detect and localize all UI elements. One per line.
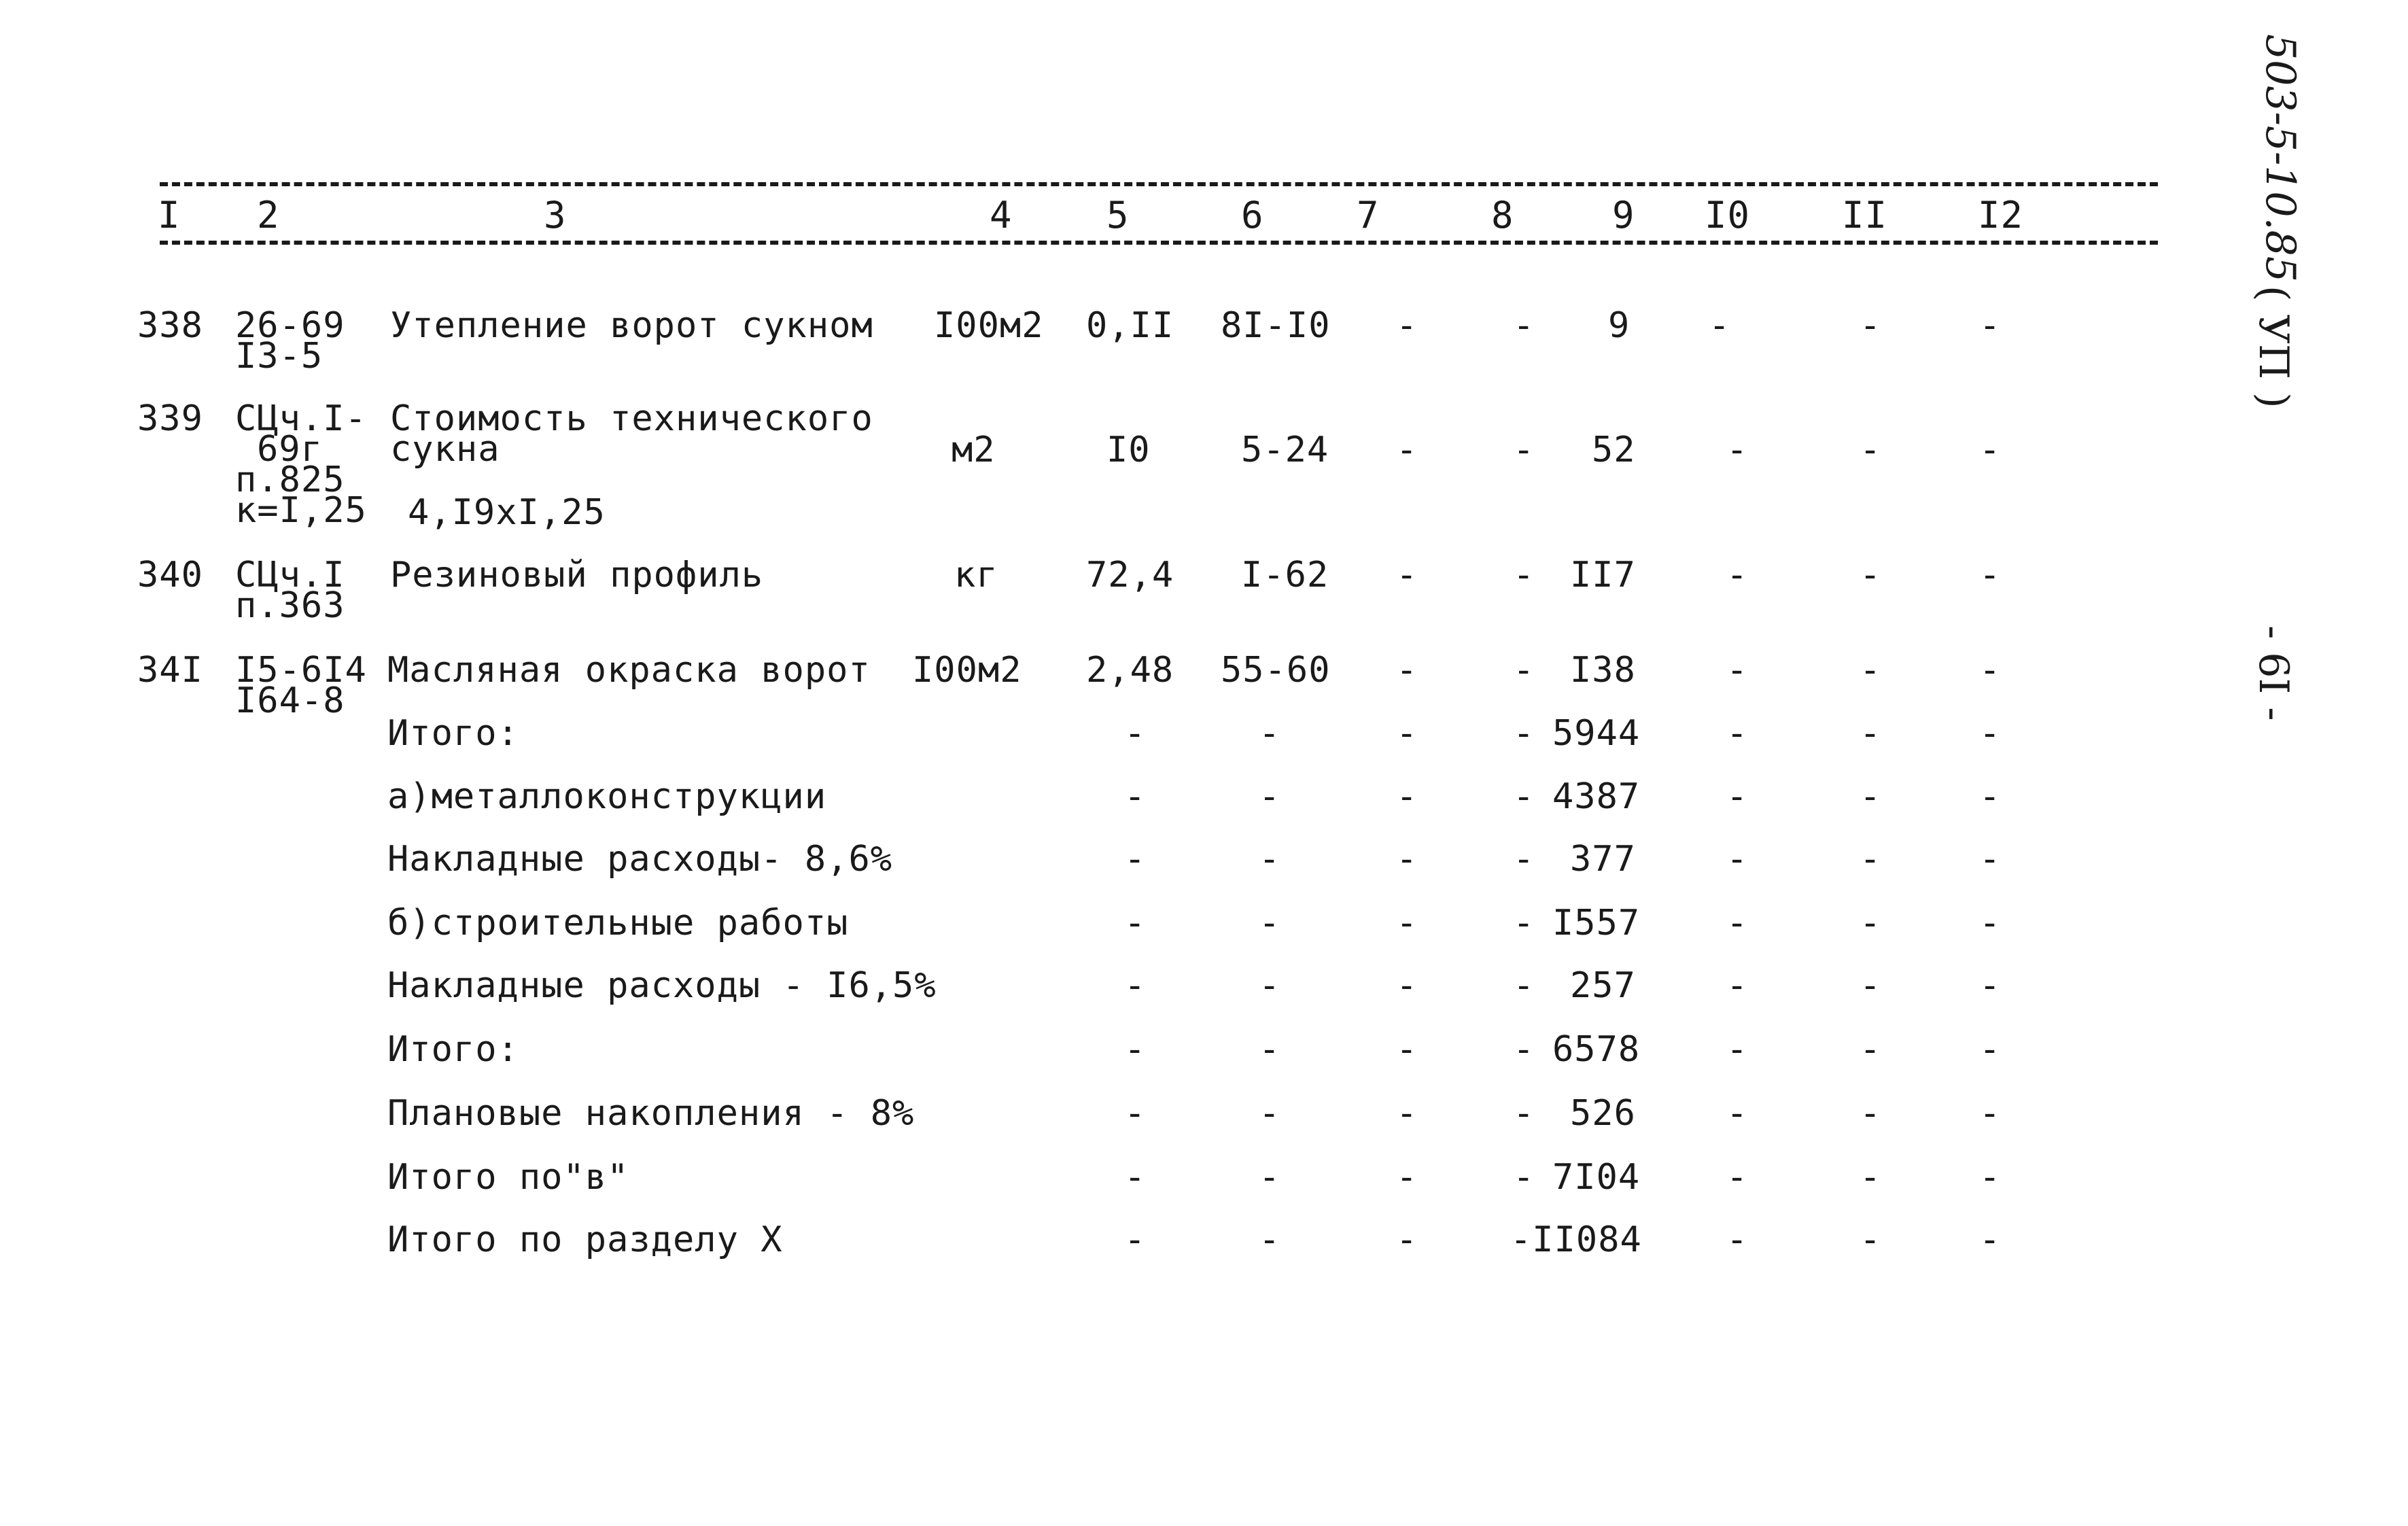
summary-col10: - — [1726, 1029, 1749, 1070]
row-col9: II7 — [1570, 555, 1636, 595]
row-unit: I00м2 — [934, 305, 1044, 346]
summary-col9: 526 — [1570, 1093, 1636, 1134]
row-col12: - — [1979, 555, 2002, 595]
row-price: 8I-I0 — [1221, 305, 1331, 346]
header-col-8: 8 — [1491, 194, 1514, 237]
summary-col6: - — [1259, 776, 1281, 817]
document-code-note: 503-5-10.85 — [2256, 34, 2304, 283]
summary-label: Итого по разделу X — [387, 1219, 783, 1260]
summary-col7: - — [1396, 1093, 1418, 1134]
summary-col8: - — [1513, 903, 1535, 943]
summary-col5: - — [1124, 1157, 1147, 1198]
summary-col12: - — [1979, 839, 2002, 880]
summary-col12: - — [1979, 965, 2002, 1006]
row-col8: - — [1513, 650, 1535, 691]
summary-col11: - — [1860, 965, 1882, 1006]
summary-col6: - — [1259, 903, 1281, 943]
summary-col6: - — [1259, 713, 1281, 754]
row-col11: - — [1860, 555, 1882, 595]
summary-label: а)металлоконструкции — [387, 776, 827, 817]
row-name: Утепление ворот сукном — [390, 305, 873, 346]
row-code-line: I5-6I4 — [235, 650, 367, 691]
header-col-5: 5 — [1106, 194, 1130, 237]
row-col10: - — [1726, 555, 1749, 595]
header-col-12: I2 — [1978, 194, 2024, 237]
summary-col11: - — [1860, 1219, 1882, 1260]
summary-col7: - — [1396, 1029, 1418, 1070]
row-quantity: 72,4 — [1086, 555, 1174, 595]
row-col9: I38 — [1570, 650, 1636, 691]
summary-col10: - — [1726, 1093, 1749, 1134]
summary-col5: - — [1124, 1029, 1147, 1070]
header-col-7: 7 — [1357, 194, 1380, 237]
header-top-rule — [160, 182, 2158, 186]
summary-col8: - — [1513, 1093, 1535, 1134]
summary-label: Плановые накопления - 8% — [387, 1093, 915, 1134]
summary-label: Накладные расходы- 8,6% — [387, 839, 893, 880]
summary-col10: - — [1726, 776, 1749, 817]
summary-col12: - — [1979, 1157, 2002, 1198]
summary-col10: - — [1726, 839, 1749, 880]
row-name: сукна — [390, 429, 500, 470]
summary-col9: I557 — [1552, 903, 1641, 943]
row-col9: 52 — [1592, 430, 1636, 470]
row-code-line: I3-5 — [235, 336, 324, 377]
summary-col9: 377 — [1570, 839, 1636, 880]
summary-col11: - — [1860, 713, 1882, 754]
summary-col9: 257 — [1570, 965, 1636, 1006]
header-col-4: 4 — [990, 194, 1013, 237]
summary-col7: - — [1396, 776, 1418, 817]
row-unit: I00м2 — [912, 650, 1022, 691]
row-code-line: п.825 — [235, 459, 345, 500]
row-unit: м2 — [952, 430, 996, 470]
summary-col10: - — [1726, 1219, 1749, 1260]
summary-col11: - — [1860, 1157, 1882, 1198]
row-quantity: I0 — [1106, 430, 1151, 470]
summary-col7: - — [1396, 713, 1418, 754]
header-col-2: 2 — [257, 194, 280, 237]
summary-col6: - — [1259, 965, 1281, 1006]
header-col-3: 3 — [544, 194, 567, 237]
row-col8: - — [1513, 555, 1535, 595]
row-code-line: 69г — [257, 429, 323, 470]
row-col12: - — [1979, 650, 2002, 691]
summary-col12: - — [1979, 1029, 2002, 1070]
row-col8: - — [1513, 430, 1535, 470]
summary-col9: 6578 — [1552, 1029, 1641, 1070]
row-code-line: СЦч.I- — [235, 398, 367, 439]
summary-col10: - — [1726, 965, 1749, 1006]
volume-label: ( УП ) — [2250, 285, 2297, 409]
summary-col12: - — [1979, 713, 2002, 754]
summary-col11: - — [1860, 776, 1882, 817]
summary-col8: - — [1513, 776, 1535, 817]
summary-col10: - — [1726, 713, 1749, 754]
summary-col5: - — [1124, 713, 1147, 754]
row-price: 55-60 — [1221, 650, 1331, 691]
summary-col9: 7I04 — [1552, 1157, 1641, 1198]
row-col11: - — [1860, 305, 1882, 346]
row-col7: - — [1396, 430, 1418, 470]
summary-col5: - — [1124, 776, 1147, 817]
summary-col8: - — [1513, 1157, 1535, 1198]
summary-col8: - — [1513, 713, 1535, 754]
summary-col6: - — [1259, 1157, 1281, 1198]
header-col-11: II — [1842, 194, 1888, 237]
summary-col10: - — [1726, 903, 1749, 943]
header-bottom-rule — [160, 241, 2158, 245]
row-number: 338 — [137, 305, 203, 346]
summary-col10: - — [1726, 1157, 1749, 1198]
header-col-6: 6 — [1241, 194, 1264, 237]
summary-col7: - — [1396, 1157, 1418, 1198]
header-col-10: I0 — [1705, 194, 1751, 237]
summary-col7: - — [1396, 1219, 1418, 1260]
row-col11: - — [1860, 430, 1882, 470]
summary-col7: - — [1396, 903, 1418, 943]
page-number: - 6I - — [2250, 625, 2297, 721]
summary-col11: - — [1860, 839, 1882, 880]
summary-col5: - — [1124, 965, 1147, 1006]
row-name: Резиновый профиль — [390, 555, 764, 595]
row-col10: - — [1709, 305, 1731, 346]
row-name: Масляная окраска ворот — [387, 650, 871, 691]
header-col-1: I — [158, 194, 181, 237]
row-number: 339 — [137, 398, 203, 439]
row-col7: - — [1396, 305, 1418, 346]
summary-col12: - — [1979, 903, 2002, 943]
summary-col9: 5944 — [1552, 713, 1641, 754]
row-col7: - — [1396, 650, 1418, 691]
summary-col12: - — [1979, 776, 2002, 817]
summary-col6: - — [1259, 1093, 1281, 1134]
row-name: Стоимость технического — [390, 398, 873, 439]
row-quantity: 2,48 — [1086, 650, 1174, 691]
summary-col12: - — [1979, 1093, 2002, 1134]
summary-label: Итого: — [387, 713, 519, 754]
row-col12: - — [1979, 305, 2002, 346]
summary-col8: - — [1513, 839, 1535, 880]
summary-col11: - — [1860, 1093, 1882, 1134]
summary-col8: - — [1513, 1029, 1535, 1070]
row-name: 4,I9хI,25 — [408, 492, 606, 533]
summary-label: б)строительные работы — [387, 903, 849, 943]
summary-col6: - — [1259, 1219, 1281, 1260]
summary-label: Итого по"в" — [387, 1157, 629, 1198]
row-quantity: 0,II — [1086, 305, 1174, 346]
row-price: 5-24 — [1241, 430, 1329, 470]
row-code-line: 26-69 — [235, 305, 345, 346]
summary-col7: - — [1396, 965, 1418, 1006]
summary-col5: - — [1124, 903, 1147, 943]
summary-col6: - — [1259, 1029, 1281, 1070]
row-code-line: п.363 — [235, 585, 345, 626]
row-code-line: к=I,25 — [235, 490, 367, 531]
row-number: 340 — [137, 555, 203, 595]
row-col7: - — [1396, 555, 1418, 595]
row-unit: кг — [954, 555, 998, 595]
row-code-line: СЦч.I — [235, 555, 345, 595]
summary-col5: - — [1124, 839, 1147, 880]
summary-col11: - — [1860, 1029, 1882, 1070]
summary-col11: - — [1860, 903, 1882, 943]
row-col11: - — [1860, 650, 1882, 691]
summary-col5: - — [1124, 1093, 1147, 1134]
summary-col12: - — [1979, 1219, 2002, 1260]
header-col-9: 9 — [1612, 194, 1635, 237]
summary-col6: - — [1259, 839, 1281, 880]
row-col10: - — [1726, 430, 1749, 470]
summary-col9: -II084 — [1510, 1219, 1642, 1260]
summary-label: Итого: — [387, 1029, 519, 1070]
row-number: 34I — [137, 650, 203, 691]
summary-col5: - — [1124, 1219, 1147, 1260]
row-col8: - — [1513, 305, 1535, 346]
summary-col7: - — [1396, 839, 1418, 880]
row-col9: 9 — [1608, 305, 1630, 346]
row-col10: - — [1726, 650, 1749, 691]
summary-col8: - — [1513, 965, 1535, 1006]
row-code-line: I64-8 — [235, 680, 345, 721]
row-price: I-62 — [1241, 555, 1329, 595]
row-col12: - — [1979, 430, 2002, 470]
summary-label: Накладные расходы - I6,5% — [387, 965, 937, 1006]
summary-col9: 4387 — [1552, 776, 1641, 817]
